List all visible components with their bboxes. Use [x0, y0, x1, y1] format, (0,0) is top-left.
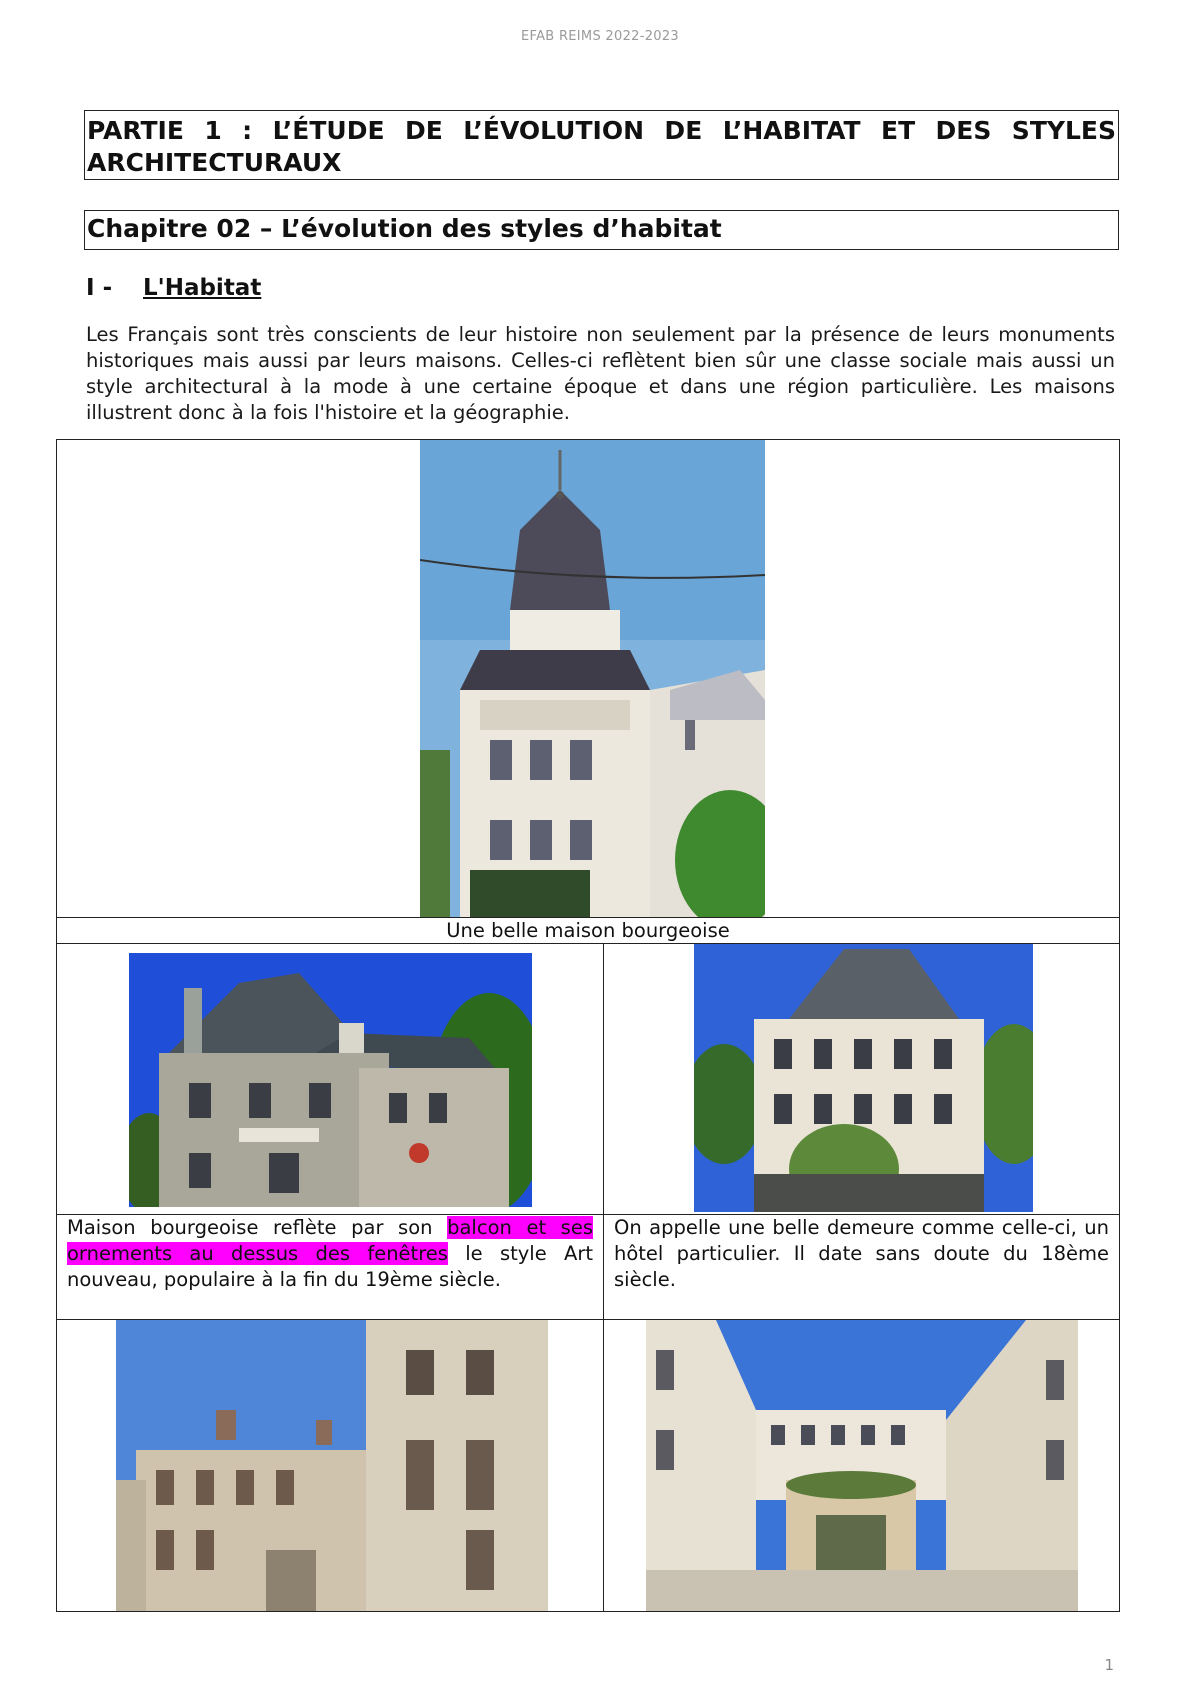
left-caption — [57, 1215, 604, 1320]
main-photo-cell — [57, 440, 1120, 918]
row3-right-photo-cell — [604, 1320, 1120, 1612]
left-caption-highlight: balcon et ses ornements au dessus des fenêtres — [67, 1216, 593, 1265]
intro-paragraph: Les Français sont très conscients de leur histoire non seulement par la présence de leurs monuments historiques mais aussi par leurs maisons. Celles-ci reflètent bien sûr une classe sociale mais aussi un style architectural à la mode à une certaine époque et dans une région particulière. Les maisons illustrent donc à la fois l'histoire et la géographie. — [86, 323, 1115, 424]
house-tower-photo — [420, 440, 765, 917]
courtyard-photo — [646, 1320, 1078, 1611]
row2-left-photo-cell — [57, 944, 604, 1215]
photo-table — [56, 439, 1120, 1612]
page-number: 1 — [1104, 1656, 1114, 1674]
section-title: L'Habitat — [143, 275, 262, 301]
hotel-particulier-photo — [694, 944, 1033, 1212]
bourgeois-house-photo — [129, 953, 532, 1207]
section-number: I - — [86, 275, 113, 301]
row2-right-photo-cell — [604, 944, 1120, 1215]
main-caption: Une belle maison bourgeoise — [57, 918, 1120, 944]
section-heading — [86, 273, 261, 303]
page-header: EFAB REIMS 2022-2023 — [521, 29, 679, 44]
left-caption-text-end: le style Art nouveau, populaire à la fin du 19ème siècle. — [67, 1242, 594, 1291]
row3-left-photo-cell — [57, 1320, 604, 1612]
left-caption-text: Maison bourgeoise reflète par son — [67, 1216, 448, 1239]
partie-title: PARTIE 1 : L’ÉTUDE DE L’ÉVOLUTION DE L’HABITAT ET DES STYLES ARCHITECTURAUX — [84, 110, 1119, 180]
chapitre-title: Chapitre 02 – L’évolution des styles d’habitat — [84, 210, 1119, 250]
right-caption: On appelle une belle demeure comme celle-ci, un hôtel particulier. Il date sans doute du 18ème siècle. — [604, 1215, 1120, 1320]
stone-facade-photo — [116, 1320, 548, 1611]
